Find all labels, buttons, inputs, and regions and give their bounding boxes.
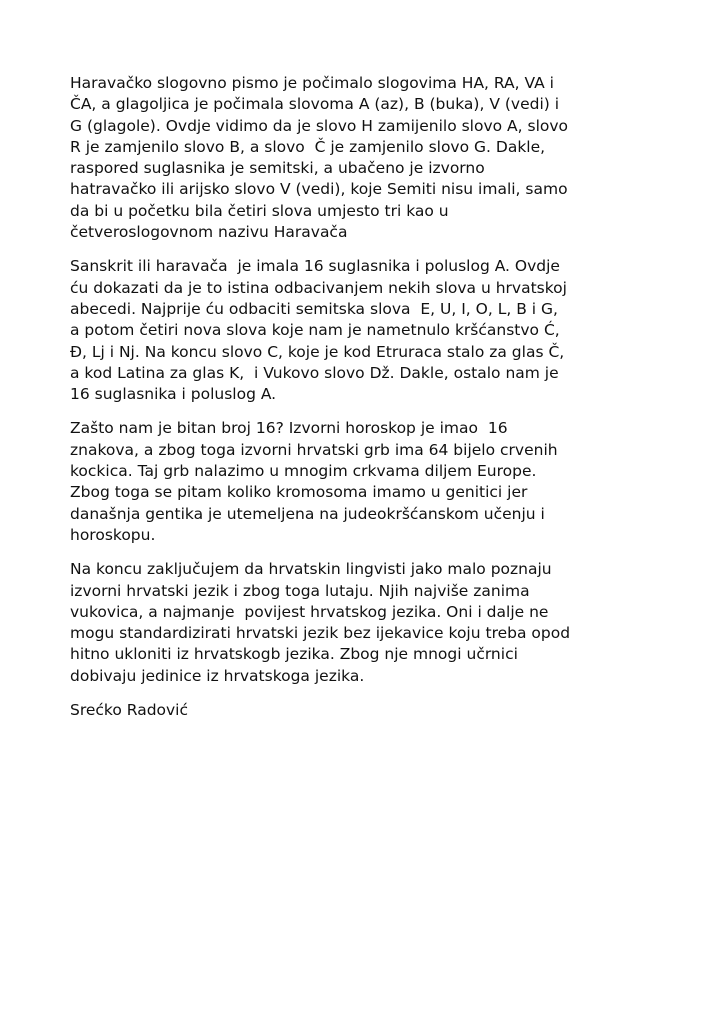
text-line: hatravačko ili arijsko slovo V (vedi), koje Semiti nisu imali, samo bbox=[70, 180, 568, 199]
text-line: vukovica, a najmanje povijest hrvatskog jezika. Oni i dalje ne bbox=[70, 602, 549, 621]
text-line: dobivaju jedinice iz hrvatskoga jezika. bbox=[70, 666, 365, 685]
paragraph-haravacko-pismo bbox=[70, 73, 652, 243]
text-line: kockica. Taj grb nalazimo u mnogim crkvama diljem Europe. bbox=[70, 462, 537, 481]
text-line: da bi u početku bila četiri slova umjesto tri kao u bbox=[70, 201, 449, 220]
text-line: horoskopu. bbox=[70, 525, 156, 544]
author-signature: Srećko Radović bbox=[70, 701, 189, 720]
document-page bbox=[70, 73, 652, 721]
text-line: raspored suglasnika je semitski, a ubačeno je izvorno bbox=[70, 159, 485, 178]
text-line: Sanskrit ili haravača je imala 16 suglasnika i poluslog A. Ovdje bbox=[70, 257, 560, 276]
text-line: mogu standardizirati hrvatski jezik bez ijekavice koju treba opod bbox=[70, 624, 571, 643]
text-line: znakova, a zbog toga izvorni hrvatski grb ima 64 bijelo crvenih bbox=[70, 440, 558, 459]
text-line: Zbog toga se pitam koliko kromosoma imamo u genitici jer bbox=[70, 483, 528, 502]
text-line: abecedi. Najprije ću odbaciti semitska slova E, U, I, O, L, B i G, bbox=[70, 299, 558, 318]
text-line: Đ, Lj i Nj. Na koncu slovo C, koje je kod Etruraca stalo za glas Č, bbox=[70, 342, 565, 361]
text-line: ČA, a glagoljica je počimala slovoma A (az), B (buka), V (vedi) i bbox=[70, 95, 560, 114]
text-line: R je zamjenilo slovo B, a slovo Č je zamjenilo slovo G. Dakle, bbox=[70, 137, 546, 156]
paragraph-zakljucak bbox=[70, 559, 652, 687]
text-line: G (glagole). Ovdje vidimo da je slovo H zamijenilo slovo A, slovo bbox=[70, 116, 569, 135]
text-line: a kod Latina za glas K, i Vukovo slovo Dž. Dakle, ostalo nam je bbox=[70, 363, 559, 382]
text-line: Zašto nam je bitan broj 16? Izvorni horoskop je imao 16 bbox=[70, 419, 508, 438]
text-line: 16 suglasnika i poluslog A. bbox=[70, 385, 277, 404]
text-line: Haravačko slogovno pismo je počimalo slogovima HA, RA, VA i bbox=[70, 74, 554, 92]
text-line: ću dokazati da je to istina odbacivanjem nekih slova u hrvatskoj bbox=[70, 278, 567, 297]
text-line: četveroslogovnom nazivu Haravača bbox=[70, 223, 348, 242]
text-line: a potom četiri nova slova koje nam je nametnulo kršćanstvo Ć, bbox=[70, 321, 560, 340]
text-line: hitno ukloniti iz hrvatskogb jezika. Zbog nje mnogi učrnici bbox=[70, 645, 518, 664]
paragraph-sanskrit bbox=[70, 256, 652, 405]
text-line: izvorni hrvatski jezik i zbog toga lutaju. Njih najviše zanima bbox=[70, 581, 530, 600]
text-line: Na koncu zaključujem da hrvatskin lingvisti jako malo poznaju bbox=[70, 560, 552, 579]
text-line: današnja gentika je utemeljena na judeokršćanskom učenju i bbox=[70, 504, 545, 523]
paragraph-broj-16 bbox=[70, 418, 652, 546]
